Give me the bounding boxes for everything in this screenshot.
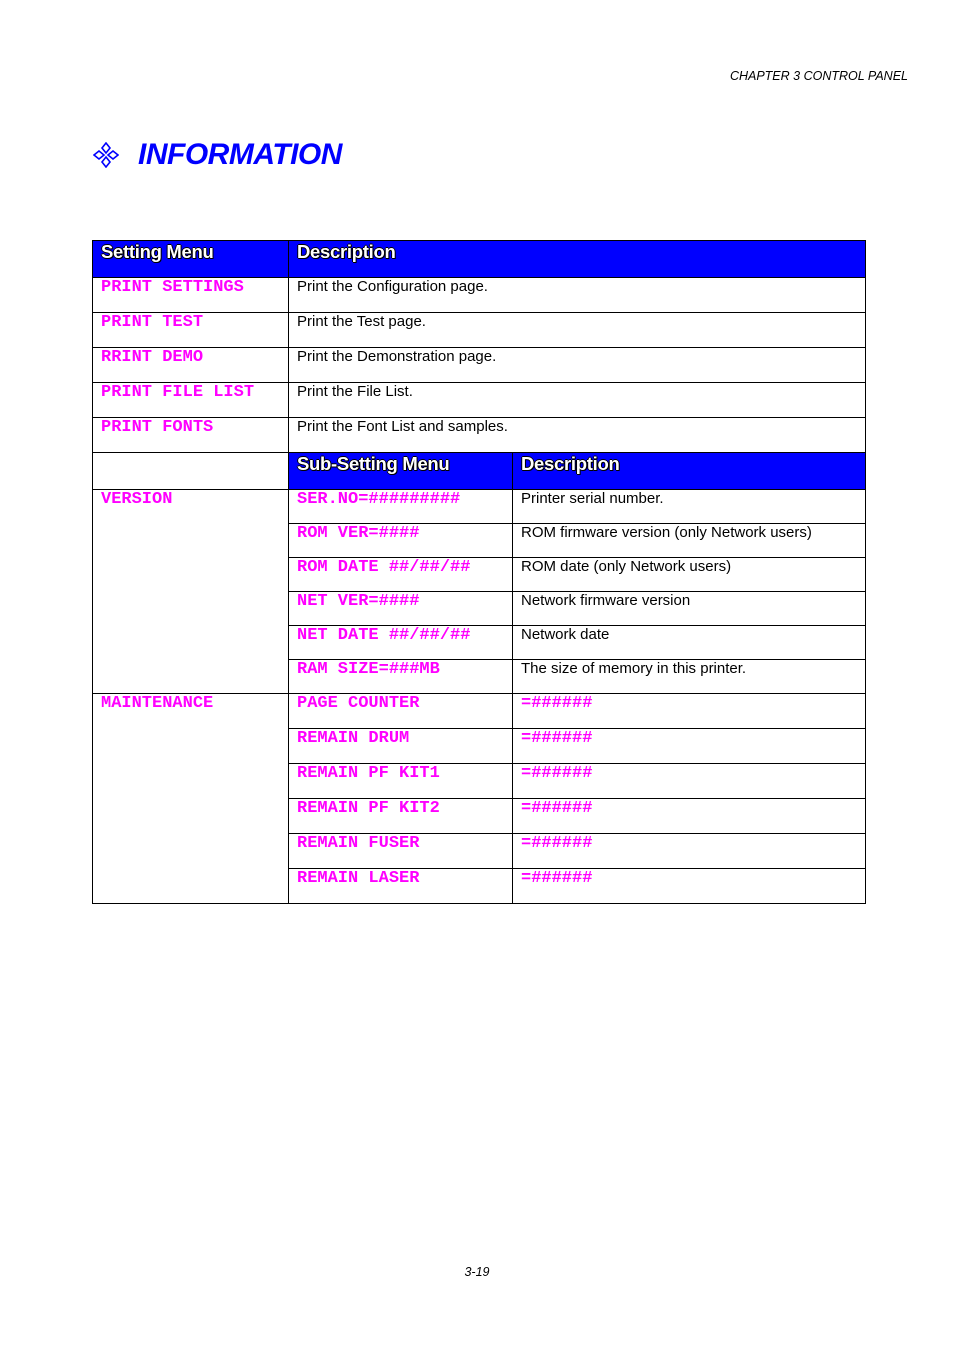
sub-description: The size of memory in this printer. [513, 660, 866, 694]
sub-description-header: Description [513, 453, 866, 490]
sub-description: Network date [513, 626, 866, 660]
information-table [92, 240, 866, 904]
sub-description: ROM firmware version (only Network users) [513, 524, 866, 558]
menu-maintenance: MAINTENANCE [93, 694, 289, 904]
sub-setting-item: ROM VER=#### [289, 524, 513, 558]
sub-setting-item: REMAIN LASER [289, 869, 513, 904]
four-diamond-bullet-icon [93, 142, 119, 168]
row-description: Print the File List. [289, 383, 866, 418]
counter-value: =###### [513, 869, 866, 904]
setting-menu-header: Setting Menu [93, 241, 289, 278]
section-title [93, 138, 342, 172]
sub-description: Network firmware version [513, 592, 866, 626]
table-row [93, 694, 866, 729]
row-description: Print the Demonstration page. [289, 348, 866, 383]
counter-value: =###### [513, 834, 866, 869]
table-row [93, 348, 866, 383]
sub-setting-menu-header: Sub-Setting Menu [289, 453, 513, 490]
sub-setting-item: REMAIN DRUM [289, 729, 513, 764]
row-description: Print the Configuration page. [289, 278, 866, 313]
description-header: Description [289, 241, 866, 278]
sub-setting-item: RAM SIZE=###MB [289, 660, 513, 694]
menu-print-demo: RRINT DEMO [93, 348, 289, 383]
counter-value: =###### [513, 764, 866, 799]
page-number: 3-19 [464, 1265, 490, 1279]
table-row [93, 313, 866, 348]
counter-value: =###### [513, 694, 866, 729]
sub-setting-item: PAGE COUNTER [289, 694, 513, 729]
sub-setting-item: SER.NO=######### [289, 490, 513, 524]
sub-description: ROM date (only Network users) [513, 558, 866, 592]
table-row [93, 278, 866, 313]
sub-setting-item: REMAIN PF KIT1 [289, 764, 513, 799]
title-text: INFORMATION [138, 138, 342, 171]
counter-value: =###### [513, 799, 866, 834]
counter-value: =###### [513, 729, 866, 764]
sub-description: Printer serial number. [513, 490, 866, 524]
menu-print-test: PRINT TEST [93, 313, 289, 348]
menu-print-fonts: PRINT FONTS [93, 418, 289, 453]
chapter-header: CHAPTER 3 CONTROL PANEL [729, 69, 908, 83]
menu-print-settings: PRINT SETTINGS [93, 278, 289, 313]
table-row [93, 418, 866, 453]
table-row [93, 383, 866, 418]
sub-setting-item: REMAIN FUSER [289, 834, 513, 869]
sub-setting-item: ROM DATE ##/##/## [289, 558, 513, 592]
sub-setting-item: NET VER=#### [289, 592, 513, 626]
row-description: Print the Font List and samples. [289, 418, 866, 453]
row-description: Print the Test page. [289, 313, 866, 348]
sub-setting-item: REMAIN PF KIT2 [289, 799, 513, 834]
blank-cell [93, 453, 289, 490]
menu-version: VERSION [93, 490, 289, 694]
menu-print-file-list: PRINT FILE LIST [93, 383, 289, 418]
sub-setting-item: NET DATE ##/##/## [289, 626, 513, 660]
table-row [93, 490, 866, 524]
